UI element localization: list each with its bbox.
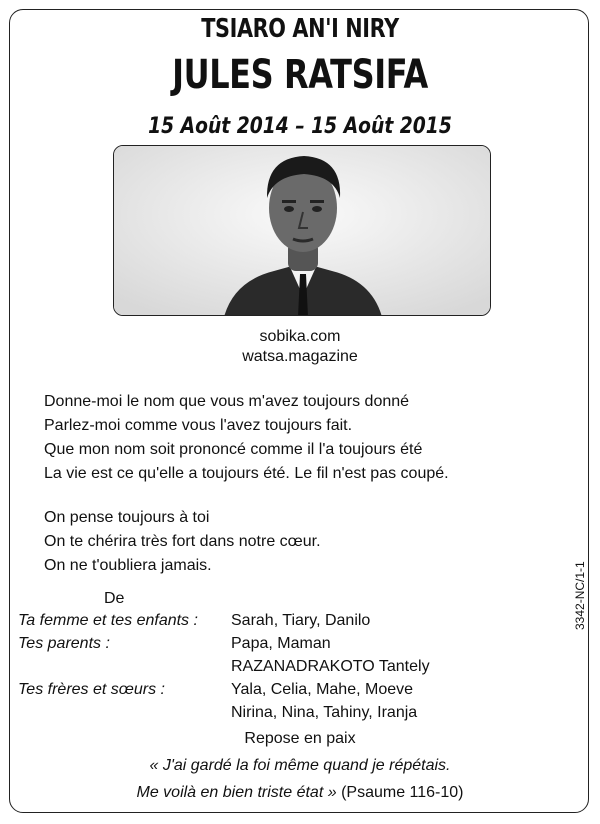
parents-line-2: RAZANADRAKOTO Tantely <box>231 658 430 675</box>
poem-line: Donne-moi le nom que vous m'avez toujours donné <box>44 393 410 410</box>
poem-line: La vie est ce qu'elle a toujours été. Le fil n'est pas coupé. <box>44 465 449 482</box>
parents-label: Tes parents : <box>18 635 110 652</box>
spouse-label: Ta femme et tes enfants : <box>18 612 198 629</box>
rest-in-peace: Repose en paix <box>244 730 356 747</box>
poem-line: Parlez-moi comme vous l'avez toujours fait. <box>44 417 353 434</box>
quote-line-1: « J'ai gardé la foi même quand je répétais. <box>149 757 451 774</box>
photo-credit-2: watsa.magazine <box>242 348 358 365</box>
poem-line: Que mon nom soit prononcé comme il l'a toujours été <box>44 441 423 458</box>
parents-line-1: Papa, Maman <box>231 635 331 652</box>
quote-line-2 <box>0 784 600 802</box>
message-line: On ne t'oubliera jamais. <box>44 557 212 574</box>
memorial-dates: 15 Août 2014 – 15 Août 2015 <box>148 114 452 139</box>
portrait-photo <box>113 145 491 316</box>
reference-code: 3342-NC/1-1 <box>573 561 587 630</box>
siblings-line-1: Yala, Celia, Mahe, Moeve <box>231 681 414 698</box>
message-line: On te chérira très fort dans notre cœur. <box>44 533 321 550</box>
from-label: De <box>104 590 125 607</box>
notice-kicker: TSIARO AN'I NIRY <box>201 14 399 44</box>
portrait-photo-icon <box>114 146 491 316</box>
siblings-label: Tes frères et sœurs : <box>18 681 165 698</box>
deceased-name: JULES RATSIFA <box>172 52 428 98</box>
photo-credit-1: sobika.com <box>259 328 341 345</box>
quote-reference: (Psaume 116-10) <box>341 784 464 801</box>
spouse-names: Sarah, Tiary, Danilo <box>231 612 371 629</box>
quote-text: Me voilà en bien triste état » <box>136 784 337 801</box>
siblings-line-2: Nirina, Nina, Tahiny, Iranja <box>231 704 418 721</box>
message-line: On pense toujours à toi <box>44 509 210 526</box>
